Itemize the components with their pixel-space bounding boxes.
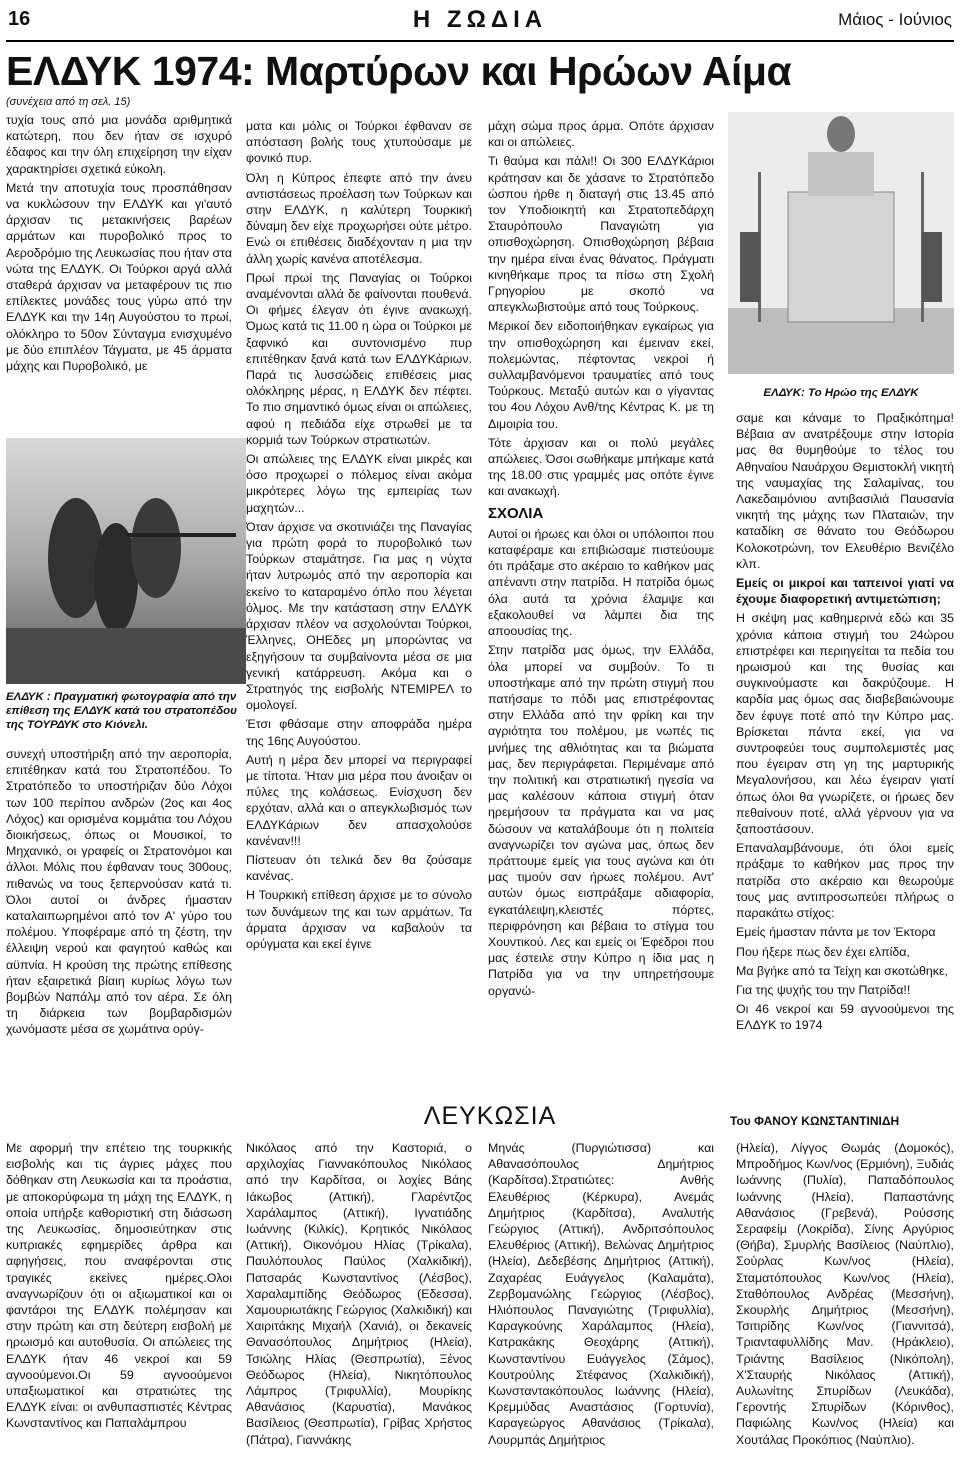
- column-1-bottom: [6, 746, 232, 1102]
- bottom-column-3: [488, 1140, 714, 1470]
- paragraph: Μερικοί δεν ειδοποιήθηκαν εγκαίρως για την οπισθοχώρηση και έμειναν εκεί, πολεμώντας, πέφτοντας νεκροί ή συλλαμβανόμενοι τραυματίες από τους Τούρκους. Μεταξύ αυτών και ο γίγαντας του 4ου Λόχου Ανθ/της Κέντρας Κ. με τη Διμοιρία του.: [488, 319, 714, 431]
- paragraph: σαμε και κάναμε το Πραξικόπημα! Βέβαια αν ανατρέξουμε στην Ιστορία μας θα θυμηθούμε το τέλος του Αθηναίου Ναυάρχου Θεμιστοκλή νικητή της ναυμαχίας της Σαλαμίνας, του Λακεδαιμόνιου αντιβασιλιά Παυσανία νικητή της μάχης των Πλαταιών, την καταδίκη σε θάνατο του Θεόδωρου Κολοκοτρώνη, τον Ελευθέριο Βενιζέλο κλπ.: [736, 411, 954, 571]
- issue-date: Μάιος - Ιούνιος: [838, 10, 952, 29]
- page-number: 16: [8, 8, 31, 30]
- paragraph: (Ηλεία), Λίγγος Θωμάς (Δομοκός), Μπροδήμος Κων/νος (Ερμιόνη), Ξυδιάς Ιωάννης (Πυλία), Παπαδόπουλος Ιωάννης (Ηλεία), Παπαστάνης Αθανάσιος (Γρεβενά), Ρούσσης Σεραφείμ (Λοκρίδα), Σίνης Αργύριος (Θήβα), Σμυρλής Βασίλειος (Ναύπλιο), Σούρλας Κων/νος (Ηλεία), Σταματόπουλος Κων/νος (Ηλεία), Σταθόπουλος Ανδρέας (Μεσσήνη), Σκουρλής Δημήτριος (Μεσσήνη), Τσιτιρίδης Κων/νος (Γιαννιτσά), Τριανταφυλλίδης Μαν. (Ηράκλειο), Τριάντης Βασίλειος (Νικόπολη), Χ'Σταυρής Νικόλαος (Αττική), Αυλωνίτης Σπυρίδων (Λευκάδα), Γεροντής Σπυρίδων (Κόρινθος), Παφιώλης Κων/νος (Ηλεία) και Χουτάλας Προκόπιος (Ναύπλιο).: [736, 1141, 954, 1447]
- paragraph: τυχία τους από μια μονάδα αριθμητικά κατώτερη, που δεν ήταν σε ισχυρό έδαφος και την όλη επιχείρηση την είχαν χαρακτηρίσει σχετικά εύκολη.: [6, 113, 232, 176]
- paragraph: Μηνάς (Πυργιώτισσα) και Αθανασόπουλος Δημήτριος (Καρδίτσα).Στρατιώτες: Ανθής Ελευθέριος (Κέρκυρα), Ανεμάς Δημήτριος (Καρδίτσα), Αναλυτής Γεώργιος (Αττική), Ανδριτσόπουλος Ελευθέριος (Αττική), Βελώνας Δημήτριος (Ηλεία), Δεδεβέσης Δημήτριος (Αττική), Ζαχαρέας Ευάγγελος (Καλαμάτα), Ζερβομανώλης Γεώργιος (Λέσβος), Ηλιόπουλος Παναγιώτης (Τριφυλλία), Καραγκούνης Χαράλαμπος (Ηλεία), Κατρακάκης Θεοχάρης (Αττική), Κωνσταντίνου Ευάγγελος (Σάμος), Κουτρούλης Στέφανος (Χαλκιδική), Κωνσταντακόπουλος Ιωάννης (Ηλεία), Κρεμμύδας Αναστάσιος (Γορτυνία), Καραγεώργος Αθανάσιος (Τρίκαλα), Λουρμπάς Δημήτριος: [488, 1141, 714, 1447]
- column-1-top: [6, 112, 232, 434]
- page-header: [0, 0, 960, 40]
- memorial-caption: ΕΛΔΥΚ: Το Ηρώο της ΕΛΔΥΚ: [763, 387, 919, 399]
- header-rule: [6, 40, 954, 42]
- paragraph: Τι θαύμα και πάλι!! Οι 300 ΕΛΔΥΚάριοι κράτησαν και δε χάσανε το Στρατόπεδο ώσπου ήρθε η διαταγή στις 13.45 από τον Υποδιοικητή και Στρατοπεδάρχη Σταυρόπουλο Παναγιώτη για οπισθοχώρηση. Οπισθοχώρηση βέβαια την ημέρα είναι ένας θάνατος. Πράγματι κινηθήκαμε προς τα πίσω στη Σχολή Γρηγορίου με σκοπό να απεγκλωβιστούμε από τους Τούρκους.: [488, 154, 714, 315]
- paragraph: Η Τουρκική επίθεση άρχισε με το σύνολο των δυνάμεων της και των αρμάτων. Τα άρματα άρχισαν να καβαλούν τα ορύγματα και εκεί έγινε: [246, 888, 472, 951]
- paragraph: Όλη η Κύπρος έπεφτε από την άνευ αντιστάσεως προέλαση των Τούρκων και στην ΕΛΔΥΚ, η καλύτερη Τουρκική δύναμη δεν είχε προχωρήσει ούτε μέτρο. Ενώ οι επιθέσεις διαδέχονταν η μια την άλλη χωρίς κανένα αποτέλεσμα.: [246, 170, 472, 266]
- article-headline: ΕΛΔΥΚ 1974: Μαρτύρων και Ηρώων Αίμα: [6, 48, 792, 94]
- column-3: [488, 118, 714, 1108]
- memorial-photo-image: [728, 112, 954, 374]
- paragraph: Πίστευαν ότι τελικά δεν θα ζούσαμε κανένας.: [246, 852, 472, 884]
- paragraph: Οι απώλειες της ΕΛΔΥΚ είναι μικρές και όσο προχωρεί ο πόλεμος είναι ακόμα μικρότερες λόγω της εμπειρίας των μαχητών...: [246, 452, 472, 515]
- poem-line: Που ήξερε πως δεν έχει ελπίδα,: [736, 944, 910, 959]
- paragraph: Στην πατρίδα μας όμως, την Ελλάδα, όλα μπορεί να συμβούν. Το τι υποστήκαμε από την πρώτη στιγμή που πατήσαμε το πόδι μας επιστρέφοντας στην Ελλάδα από την φρίκη και την αγριότητα του πολέμου, με νωπές τις μνήμες της αθλιότητας και τα βιώματα μας, δεν περιγράφεται. Περιμέναμε από την πολιτική και στρατιωτική ηγεσία να μας καλέσουν κάποια στιγμή όταν ηρεμήσουν τα πράγματα και να μας δώσουν να καταλάβουμε ότι η πολιτεία αναγνωρίζει τον αγώνα μας, όπως δεν πράττουμε εμείς για τους αγώνα και ότι μας τιμούν σαν ήρωες πολέμου. Αντ' αυτών όμως εισπράξαμε αδιαφορία, εγκατάλειψη,κλειστές πόρτες, περιφρόνηση και βέβαια το στίγμα του Χουντικού. Λες και εμείς οι Έφεδροι που μας έστειλε στην Κύπρο η ίδια μας η Πατρίδα για να την υπηρετήσουμε οργανώ-: [488, 643, 714, 998]
- paragraph: Οι 46 νεκροί και 59 αγνοούμενοι της ΕΛΔΥΚ το 1974: [736, 1002, 954, 1033]
- bottom-column-4: [736, 1140, 954, 1470]
- photo-caption: ΕΛΔΥΚ : Πραγματική φωτογραφία από την επίθεση της ΕΛΔΥΚ κατά του στρατοπέδου της ΤΟΥΡΔΥΚ στο Κιόνελι.: [6, 691, 237, 731]
- column-4: [736, 410, 954, 1106]
- bottom-column-2: [246, 1140, 472, 1470]
- paragraph: Έτσι φθάσαμε στην αποφράδα ημέρα της 16ης Αυγούστου.: [246, 717, 472, 748]
- paragraph: Τότε άρχισαν και οι πολύ μεγάλες απώλειες. Όσοι σωθήκαμε μπήκαμε κατά της 18.00 στις γραμμές μας οπότε έγινε και ανακωχή.: [488, 435, 714, 499]
- paragraph: συνεχή υποστήριξη από την αεροπορία, επιτέθηκαν κατά του Στρατοπέδου. Το Στρατόπεδο το υποστήριζαν δύο Λόχοι των 100 περίπου ανδρών (2ος και 4ος Λόχος) και ορισμένα κομμάτια του Λόχου διοικήσεως, όπως οι Μουσικοί, το Μηχανικό, οι γραφείς οι Στρατονόμοι και άλλοι. Μόλις που έφθαναν τους 300ους, πιθανώς να τους ξεπερνούσαν κατά τι. Όλοι αυτοί οι άνδρες ήμασταν καταλαιπωρημένοι από τον Α' γύρο του πολέμου. Υποφέραμε από τη ζέστη, την έλλειψη νερού και φαγητού καθώς και αϋπνία. Η κρούση της πρώτης επίθεσης ήταν εξαιρετικά βίαιη κυρίως λόγω των βομβών Ναπάλμ από τον αέρα. Σε όλη τη διάρκεια των βομβαρδισμών χωνόμαστε μέσα σε χωμάτινα ορύγ-: [6, 747, 232, 1037]
- battle-photo: [6, 438, 246, 684]
- battle-photo-image: [6, 438, 246, 684]
- poem-line: Μα βγήκε από τα Τείχη και σκοτώθηκε,: [736, 963, 948, 978]
- column-2: [246, 118, 472, 1108]
- poem-line: Εμείς ήμασταν πάντα με τον Έκτορα: [736, 925, 936, 940]
- bottom-column-1: [6, 1140, 232, 1470]
- poem-line: Για της ψυχής του την Πατρίδα!!: [736, 982, 911, 997]
- paragraph: ματα και μόλις οι Τούρκοι έφθαναν σε απόσταση βολής τους χτυπούσαμε με φονικό πυρ.: [246, 119, 472, 166]
- paragraph: Πρωί πρωί της Παναγίας οι Τούρκοι αναμένονται αλλά δε φαίνονται πουθενά. Οι φήμες έλεγαν ότι έγινε ανακωχή. Όμως κατά τις 11.00 η ώρα οι Τούρκοι με ξαφνικό και συντονισμένο πυρ επιτέθηκαν ξανά κατά των ΕΛΔΥΚάριων. Παρά τις λυσσώδεις επιθέσεις μιας ολόκληρης μέρας, η ΕΛΔΥΚ δεν πέφτει. Το πιο σημαντικό όμως είναι οι απώλειες, αφού η πεδιάδα είχε στρωθεί με τα κορμιά των Τούρκων στρατιωτών.: [246, 270, 472, 447]
- memorial-photo: [728, 112, 954, 374]
- bold-question: Εμείς οι μικροί και ταπεινοί γιατί να έχουμε διαφορετική αντιμετώπιση;: [736, 576, 954, 607]
- paragraph: Όταν άρχισε να σκοτινιάζει της Παναγίας για πρώτη φορά το πυροβολικό των Τούρκων σταμάτησε. Για μας η νύχτα ήταν λυτρωμός από την αεροπορία και εκείνο το καταραμένο όπλο που λέγεται όλμος. Με την κατάσταση στην ΕΛΔΥΚ άρχισαν πλέον να ασχολούνται Τούρκοι, Έλληνες, ΟΗΕδες μη μπορώντας να εξηγήσουν τα συμβαίνοντα μέσα σε μια γενική κατάρρευση. Ακόμα και ο Στρατηγός της εισβολής ΝΤΕΜΙΡΕΛ το ομολογεί.: [246, 519, 472, 713]
- paragraph: Μετά την αποτυχία τους προσπάθησαν να κυκλώσουν την ΕΛΔΥΚ και γι'αυτό άρχισαν τις μετακινήσεις βαρέων αρμάτων και πυροβολικό προς το Αεροδρόμιο της Λευκωσίας που ήταν στα νώτα της ΕΛΔΥΚ. Οι Τούρκοι αργά αλλά σταθερά άρχισαν να μεταφέρουν τις πιο επίλεκτες μονάδες τους γύρω από την ΕΛΔΥΚ και την 14η Αυγούστου το πρωί, ολόκληρο το 50ον Σύνταγμα ενισχυμένο με δύο επιπλέον Τάγματα, με 45 άρματα μάχης και Πυροβολικό, με: [6, 180, 232, 374]
- paragraph: Αυτοί οι ήρωες και όλοι οι υπόλοιποι που καταφέραμε και επιβιώσαμε πιστεύουμε ότι πράξαμε στο ακέραιο το καθήκον μας απέναντι στην πατρίδα. Η πατρίδα όμως όλα αυτά τα χρόνια έλαμψε και εξακολουθεί να λάμπει δια της αποουσίας της.: [488, 526, 714, 639]
- section-heading-lefkosia: ΛΕΥΚΩΣΙΑ: [423, 1102, 557, 1130]
- paragraph: μάχη σώμα προς άρμα. Οπότε άρχισαν και οι απώλειες.: [488, 119, 714, 150]
- paragraph: Επαναλαμβάνουμε, ότι όλοι εμείς πράξαμε το καθήκον μας προς την πατρίδα στο ακέραιο και θεωρούμε τους μας αντιπροσωπεύει πλήρως ο παρακάτω στίχος:: [736, 841, 954, 921]
- continued-note: (συνέχεια από τη σελ. 15): [6, 96, 131, 108]
- newspaper-title: Η ΖΩΔΙΑ: [412, 6, 548, 33]
- article-author: Του ΦΑΝΟΥ ΚΩΝΣΤΑΝΤΙΝΙΔΗ: [730, 1114, 900, 1128]
- paragraph: Νικόλαος από την Καστοριά, ο αρχιλοχίας Γιαννακόπουλος Νικόλαος από την Καρδίτσα, οι λοχίες Βάης Ιάκωβος (Αττική), Γλαρέντζος Χαράλαμπος (Αττική), Ιγνατιάδης Ιωάννης (Κιλκίς), Κρητικός Νικόλαος (Αττική), Οικονόμου Ηλίας (Τρίκαλα), Παυλόπουλος Παύλος (Χαλκιδική), Πατσαράς Κωνσταντίνος (Λέσβος), Χαραλαμπίδης Θεόδωρος (Εδεσσα), Χαμουριωτάκης Γεώργιος (Χαλκιδική) και Χαιριτάκης Μιχαήλ (Χανιά), οι δεκανείς Θανασόπουλος Δημήτριος (Ηλεία), Τσιώλης Ηλίας (Θεσπρωτία), Ξένος Θεόδωρος (Ηλεία), Νικητόπουλος Λάμπρος (Τριφυλλία), Μουρίκης Αθανάσιος (Καρυστία), Μανάκος Βασίλειος (Θεσπρωτία), Γρίβας Χρήστος (Πάτρα), Γιαννάκης: [246, 1141, 472, 1447]
- comments-heading: ΣΧΟΛΙΑ: [488, 504, 544, 522]
- paragraph: Η σκέψη μας καθημερινά εδώ και 35 χρόνια κάποια στιγμή του 24ώρου επιστρέφει και περιηγείται τα πεδία του ηρωισμού και της θυσίας και συγκινούμαστε και δακρύζουμε. Η καρδία μας όμως σας διαβεβαιώνουμε δεν έφυγε ποτέ από την Κύπρο μας. Βρίσκεται πάντα εκεί, για να συντροφεύει τους συμπολεμιστές μας που έγειραν στη γη της μαρτυρικής Μεγαλονήσου, και λέω έγειραν γιατί όπως όλοι θα γνωρίζετε, οι ήρωες δεν πεθαίνουν ποτέ, αλλά γέρνουν για να ξαποστάσουν.: [736, 611, 954, 837]
- paragraph: Με αφορμή την επέτειο της τουρκικής εισβολής και τις άγριες μάχες που δόθηκαν στη Λευκωσία και τα προάστια, με αποκορύφωμα τη μάχη της ΕΛΔΥΚ, η οποία υπήρξε καθοριστική στη διάσωση της Λευκωσίας, δημοσιεύτηκαν στις κυπριακές εφημερίδες άρθρα και αφηγήσεις, που αναφέρονται στις τραγικές εκείνες ημέρες.Ολοι αναγνωρίζουν ότι οι αξιωματικοί και οι φαντάροι της ΕΛΔΥΚ πολέμησαν και στην πρώτη και στη δεύτερη εισβολή με ηρωισμό και αυτοθυσία. Οι απώλειες της ΕΛΔΥΚ ήταν 46 νεκροί και 59 αγνοούμενοι.Οι 59 αγνοούμενοι υπαξιωματικοί και στρατιώτες της ΕΛΔΥΚ είναι: οι ανθυπασπιστές Κέντρας Κωνσταντίνος και Παπαλάμπρου: [6, 1141, 232, 1431]
- paragraph: Αυτή η μέρα δεν μπορεί να περιγραφεί με τίποτα. Ήταν μια μέρα που άνοιξαν οι πύλες της κολάσεως. Ενίσχυση δεν ερχόταν, αλλά και ο απεγκλωβισμός των ΕΛΔΥΚάριων δεν απασχολούσε κανέναν!!!: [246, 752, 472, 848]
